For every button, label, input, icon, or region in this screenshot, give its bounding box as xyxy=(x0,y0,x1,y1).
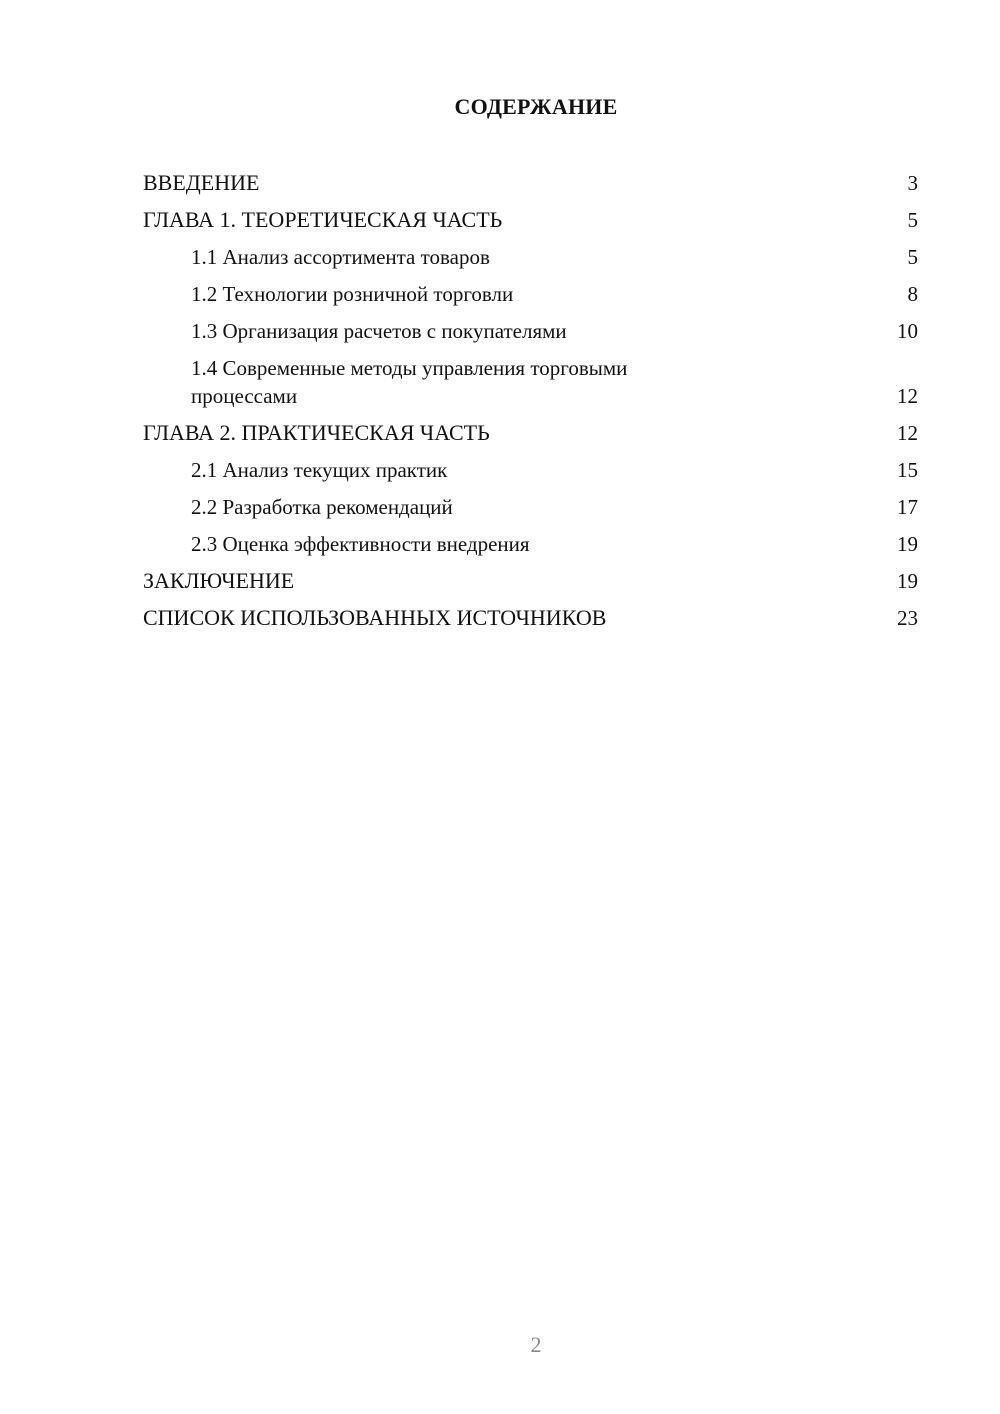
toc-entry-section-1-3 xyxy=(143,317,918,345)
toc-entry-text: СПИСОК ИСПОЛЬЗОВАННЫХ ИСТОЧНИКОВ xyxy=(143,605,607,630)
toc-entry-page: 19 xyxy=(897,569,918,593)
toc-entry-page: 8 xyxy=(907,282,918,306)
toc-entry-text: 2.2 Разработка рекомендаций xyxy=(191,495,453,519)
toc-entry-page: 17 xyxy=(897,495,918,519)
toc-entry-introduction xyxy=(143,169,918,197)
toc-entry-text: ГЛАВА 1. ТЕОРЕТИЧЕСКАЯ ЧАСТЬ xyxy=(143,207,503,232)
toc-entry-chapter-2 xyxy=(143,419,918,447)
toc-entry-text: ЗАКЛЮЧЕНИЕ xyxy=(143,568,295,593)
toc-entry-page: 5 xyxy=(907,208,918,232)
toc-entry-page: 19 xyxy=(897,532,918,556)
toc-entry-references xyxy=(143,604,918,632)
toc-entry-text: 1.2 Технологии розничной торговли xyxy=(191,282,514,306)
toc-entry-page: 3 xyxy=(907,171,918,195)
toc-entry-text: ВВЕДЕНИЕ xyxy=(143,170,260,195)
toc-entry-page: 10 xyxy=(897,319,918,343)
toc-entry-text: ГЛАВА 2. ПРАКТИЧЕСКАЯ ЧАСТЬ xyxy=(143,420,490,445)
toc-entry-text: 1.3 Организация расчетов с покупателями xyxy=(191,319,567,343)
toc-entry-section-1-4 xyxy=(143,354,918,410)
toc-entry-text: 1.1 Анализ ассортимента товаров xyxy=(191,245,490,269)
page-number: 2 xyxy=(530,1332,542,1357)
page-title: СОДЕРЖАНИЕ xyxy=(454,94,618,119)
toc-entry-chapter-1 xyxy=(143,206,918,234)
table-of-contents xyxy=(143,169,918,641)
toc-entry-text: 1.4 Современные методы управления торговыми процессами xyxy=(191,356,628,408)
toc-entry-section-1-2 xyxy=(143,280,918,308)
toc-entry-text: 2.3 Оценка эффективности внедрения xyxy=(191,532,530,556)
toc-entry-page: 5 xyxy=(907,245,918,269)
toc-entry-conclusion xyxy=(143,567,918,595)
toc-entry-section-2-3 xyxy=(143,530,918,558)
toc-entry-page: 23 xyxy=(897,606,918,630)
toc-entry-section-1-1 xyxy=(143,243,918,271)
toc-entry-page: 15 xyxy=(897,458,918,482)
toc-entry-section-2-1 xyxy=(143,456,918,484)
toc-entry-page: 12 xyxy=(897,384,918,408)
toc-entry-page: 12 xyxy=(897,421,918,445)
toc-entry-text: 2.1 Анализ текущих практик xyxy=(191,458,448,482)
toc-entry-section-2-2 xyxy=(143,493,918,521)
